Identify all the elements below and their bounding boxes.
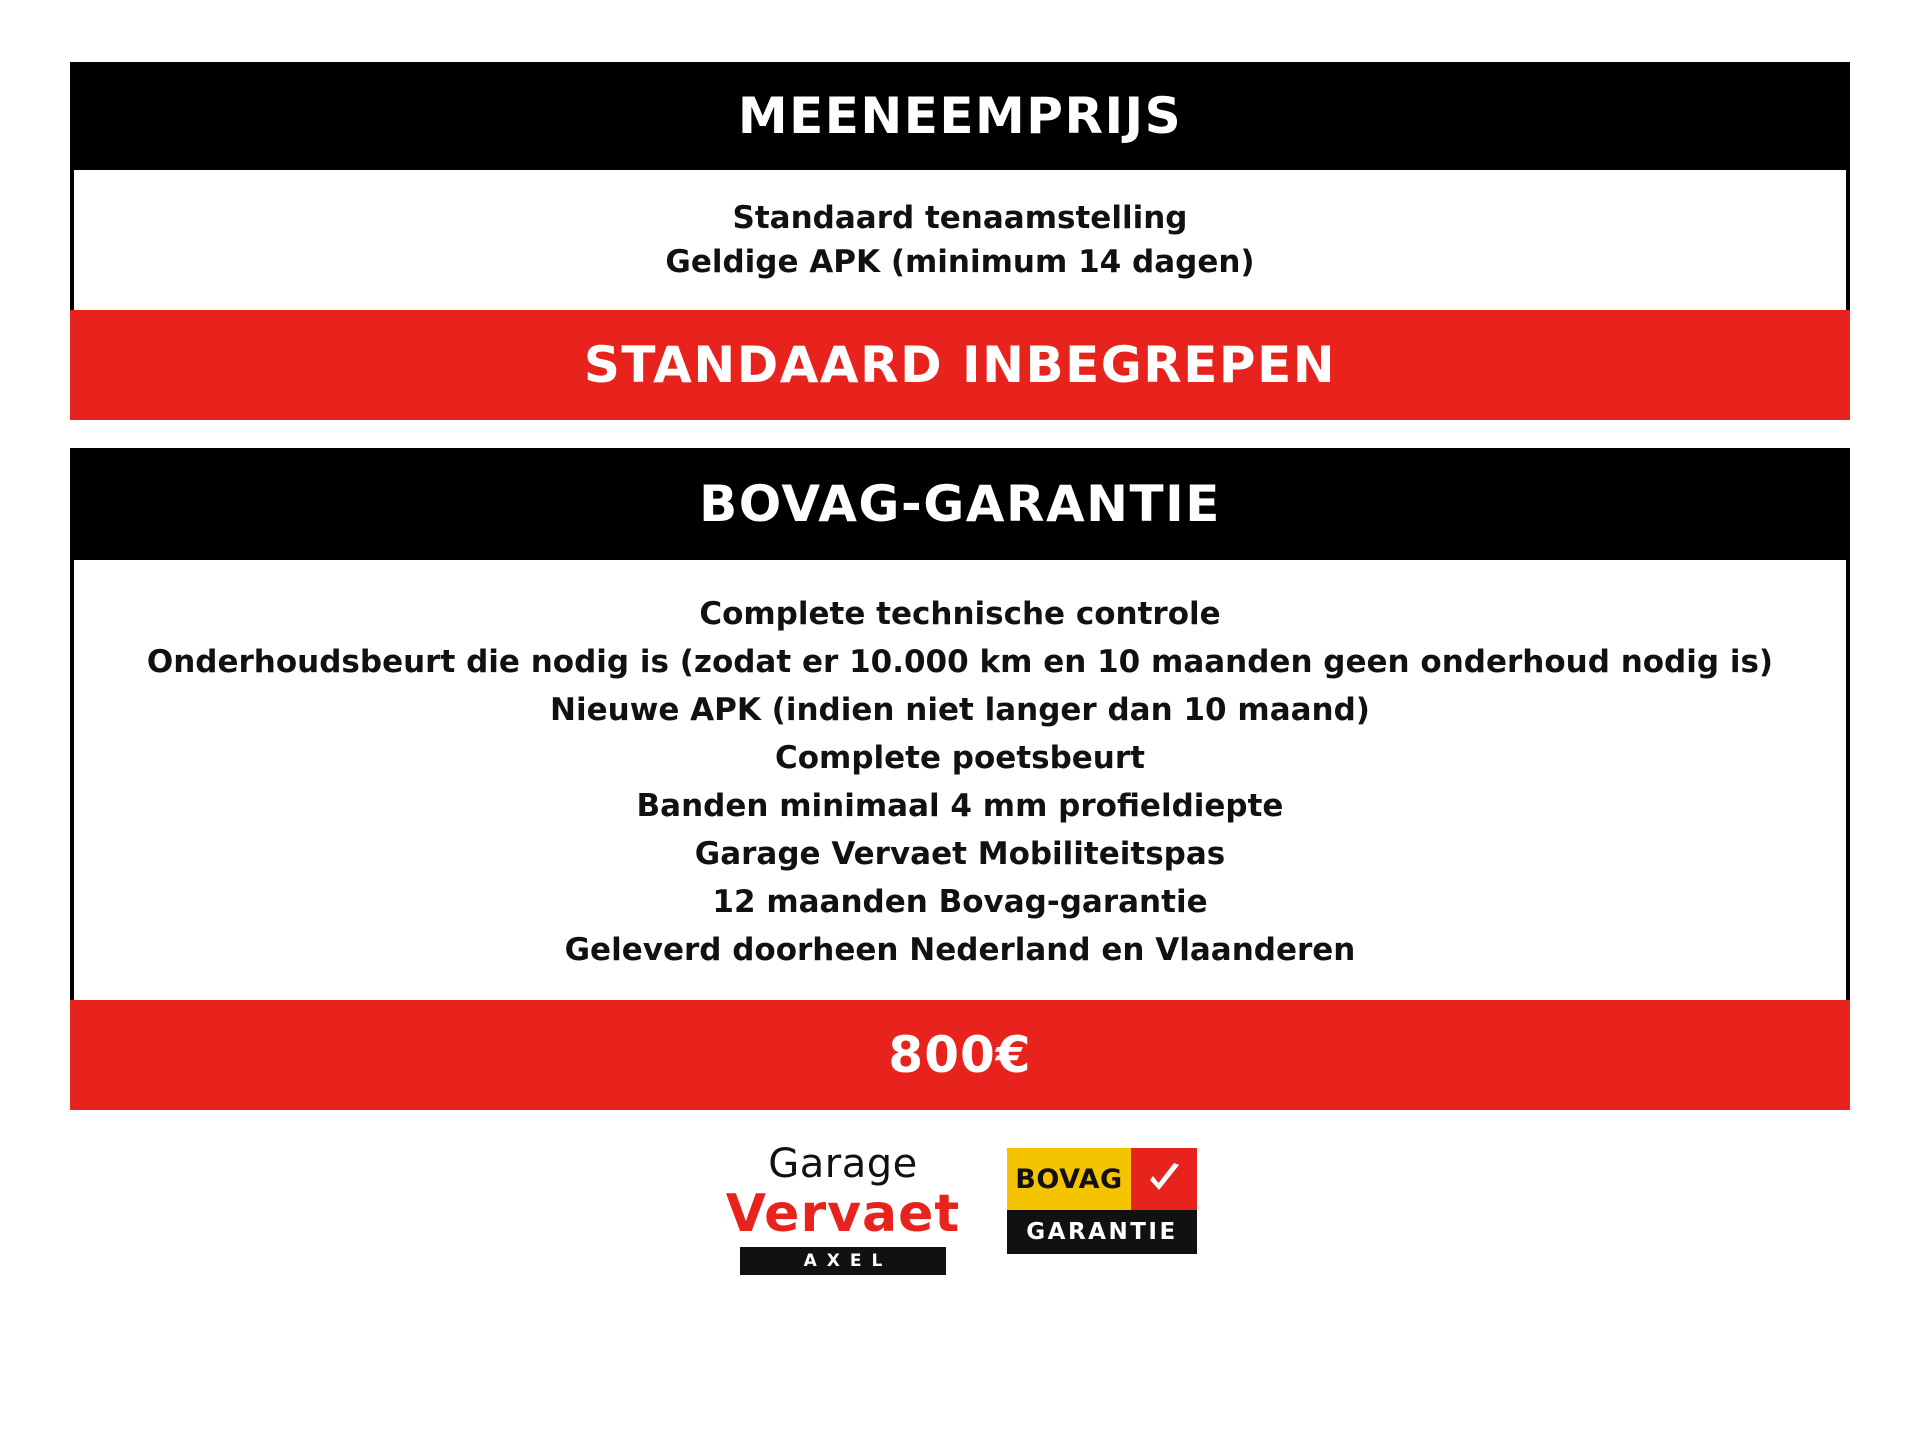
bovag-item: Banden minimaal 4 mm profieldiepte [636, 788, 1284, 825]
bovag-item: Nieuwe APK (indien niet langer dan 10 maand) [550, 692, 1370, 729]
bovag-subtitle: GARANTIE [1007, 1210, 1197, 1254]
bovag-logo-top [1007, 1148, 1197, 1210]
axel-badge: AXEL [740, 1247, 946, 1275]
price-bar [70, 1000, 1850, 1110]
meeneemprijs-block [70, 62, 1850, 420]
meeneemprijs-header [70, 62, 1850, 170]
price-value: 800€ [888, 1026, 1032, 1085]
bovag-item: Garage Vervaet Mobiliteitspas [694, 836, 1226, 873]
bovag-garantie-list [70, 560, 1850, 1000]
garage-vervaet-logo [723, 1141, 963, 1274]
standaard-inbegrepen-title: STANDAARD INBEGREPEN [583, 336, 1337, 395]
bovag-item: Onderhoudsbeurt die nodig is (zodat er 10.000 km en 10 maanden geen onderhoud nodig is) [146, 644, 1774, 681]
meeneemprijs-title: MEENEEMPRIJS [737, 87, 1183, 145]
meeneemprijs-list [70, 170, 1850, 310]
bovag-item: 12 maanden Bovag-garantie [712, 884, 1208, 921]
bovag-garantie-block [70, 448, 1850, 1110]
bovag-item: Complete technische controle [699, 596, 1221, 633]
bovag-garantie-logo [1007, 1148, 1197, 1254]
meeneemprijs-item: Standaard tenaamstelling [732, 200, 1188, 236]
section-divider [70, 420, 1850, 448]
vervaet-word: Vervaet [725, 1184, 961, 1245]
footer-logos [70, 1141, 1850, 1274]
bovag-garantie-title: BOVAG-GARANTIE [699, 475, 1221, 534]
meeneemprijs-item: Geldige APK (minimum 14 dagen) [665, 244, 1255, 281]
bovag-item: Complete poetsbeurt [774, 740, 1145, 777]
bovag-garantie-header [70, 448, 1850, 560]
bovag-item: Geleverd doorheen Nederland en Vlaanderen [564, 932, 1356, 969]
check-icon [1131, 1148, 1197, 1210]
garage-word: Garage [768, 1141, 918, 1188]
bovag-brand: BOVAG [1007, 1148, 1131, 1210]
standaard-inbegrepen-bar [70, 310, 1850, 420]
